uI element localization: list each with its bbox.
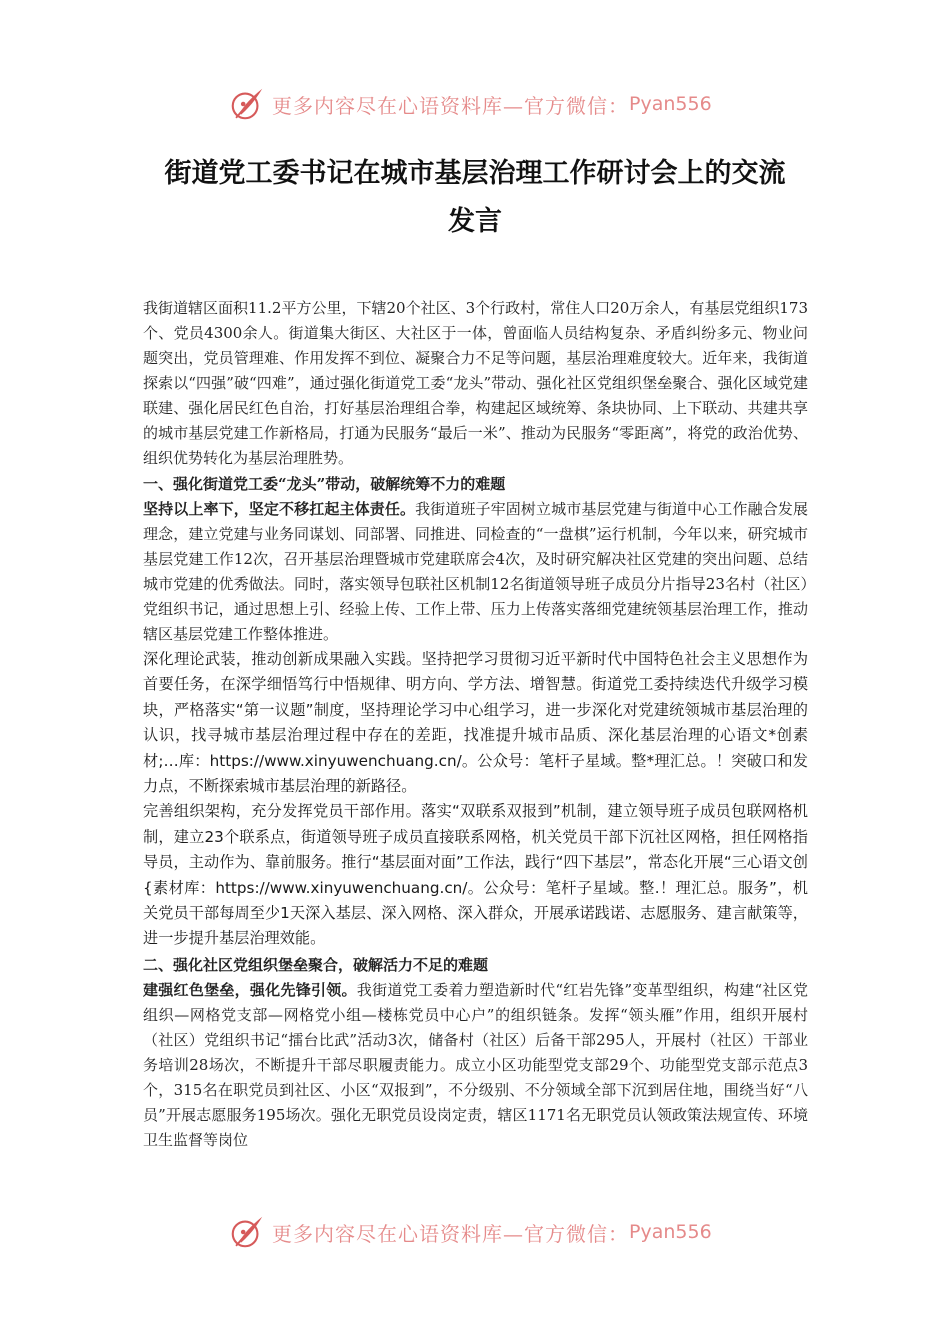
section-2-paragraph-1-lead: 建强红色堡垒，强化先锋引领。 bbox=[143, 980, 357, 999]
section-2-heading: 二、强化社区党组织堡垒聚合，破解活力不足的难题 bbox=[143, 955, 489, 974]
section-1-paragraph-1-text: 我街道班子牢固树立城市基层党建与街道中心工作融合发展理念，建立党建与业务同谋划、同部署、同推进、同检查的“一盘棋”运行机制，今年以来，研究城市基层党建工作12次，召开基层治理暨城市党建联席会4次，及时研究解决社区党建的突出问题、总结城市党建的优秀做法。同时，落实领导包联社区机制12名街道领导班子成员分片指导23名村（社区）党组织书记，通过思想上引、经验上传、工作上带、压力上传落实落细党建统领基层治理工作，推动辖区基层党建工作整体推进。 bbox=[143, 500, 808, 643]
document-body bbox=[143, 296, 808, 1153]
section-1-paragraph-2: 深化理论武装，推动创新成果融入实践。坚持把学习贯彻习近平新时代中国特色社会主义思想作为首要任务，在深学细悟笃行中悟规律、明方向、学方法、增智慧。街道党工委持续迭代升级学习模块，严格落实“第一议题”制度，坚持理论学习中心组学习，进一步深化对党建统领城市基层治理的认识，找寻城市基层治理过程中存在的差距，找准提升城市品质、深化基层治理的心语文*创素材;…库：https://www.xinyuwenchuang.cn/。公众号：笔杆子星域。整*理汇总。！突破口和发力点，不断探索城市基层治理的新路径。 bbox=[143, 650, 808, 796]
quill-logo-icon bbox=[228, 1213, 266, 1251]
title-line-1: 街道党工委书记在城市基层治理工作研讨会上的交流 bbox=[164, 158, 786, 189]
watermark-wechat-id: Pyan556 bbox=[629, 1221, 712, 1243]
watermark-top bbox=[228, 84, 748, 124]
intro-paragraph: 我街道辖区面积11.2平方公里，下辖20个社区、3个行政村，常住人口20万余人，有基层党组织173个、党员4300余人。街道集大街区、大社区于一体，曾面临人员结构复杂、矛盾纠纷多元、物业问题突出，党员管理难、作用发挥不到位、凝聚合力不足等问题，基层治理难度较大。近年来，我街道探索以“四强”破“四难”，通过强化街道党工委“龙头”带动、强化社区党组织堡垒聚合、强化区域党建联建、强化居民红色自治，打好基层治理组合拳，构建起区域统筹、条块协同、上下联动、共建共享的城市基层党建工作新格局，打通为民服务“最后一米”、推动为民服务“零距离”，将党的政治优势、组织优势转化为基层治理胜势。 bbox=[143, 299, 809, 467]
section-1-paragraph-1 bbox=[143, 497, 808, 647]
watermark-bottom bbox=[228, 1212, 748, 1252]
watermark-text: 更多内容尽在心语资料库—官方微信： bbox=[272, 1221, 629, 1246]
watermark-text: 更多内容尽在心语资料库—官方微信： bbox=[272, 93, 629, 118]
section-2-paragraph-1 bbox=[143, 978, 808, 1153]
section-2-paragraph-1-text: 我街道党工委着力塑造新时代“红岩先锋”变革型组织，构建“社区党组织—网格党支部—网格党小组—楼栋党员中心户”的组织链条。发挥“领头雁”作用，组织开展村（社区）党组织书记“擂台比武”活动3次，储备村（社区）后备干部295人，开展村（社区）干部业务培训28场次，不断提升干部尽职履责能力。成立小区功能型党支部29个、功能型党支部示范点3个，315名在职党员到社区、小区“双报到”，不分级别、不分领域全部下沉到居住地，围绕当好“八员”开展志愿服务195场次。强化无职党员设岗定责，辖区1171名无职党员认领政策法规宣传、环境卫生监督等岗位 bbox=[143, 980, 808, 1149]
document-title bbox=[130, 150, 820, 246]
quill-logo-icon bbox=[228, 85, 266, 123]
title-line-2: 发言 bbox=[448, 206, 502, 237]
section-1-paragraph-1-lead: 坚持以上率下，坚定不移扛起主体责任。 bbox=[143, 500, 416, 518]
section-1-heading: 一、强化街道党工委“龙头”带动，破解统筹不力的难题 bbox=[143, 475, 506, 493]
watermark-wechat-id: Pyan556 bbox=[629, 93, 712, 115]
section-1-paragraph-3: 完善组织架构，充分发挥党员干部作用。落实“双联系双报到”机制，建立领导班子成员包联网格机制，建立23个联系点，街道领导班子成员直接联系网格，机关党员干部下沉社区网格，担任网格指导员，主动作为、靠前服务。推行“基层面对面”工作法，践行“四下基层”，常态化开展“三心语文创{素材库：https://www.xinyuwenchuang.cn/。公众号：笔杆子星域。整.！理汇总。服务”，机关党员干部每周至少1天深入基层、深入网格、深入群众，开展承诺践诺、志愿服务、建言献策等，进一步提升基层治理效能。 bbox=[143, 802, 808, 948]
